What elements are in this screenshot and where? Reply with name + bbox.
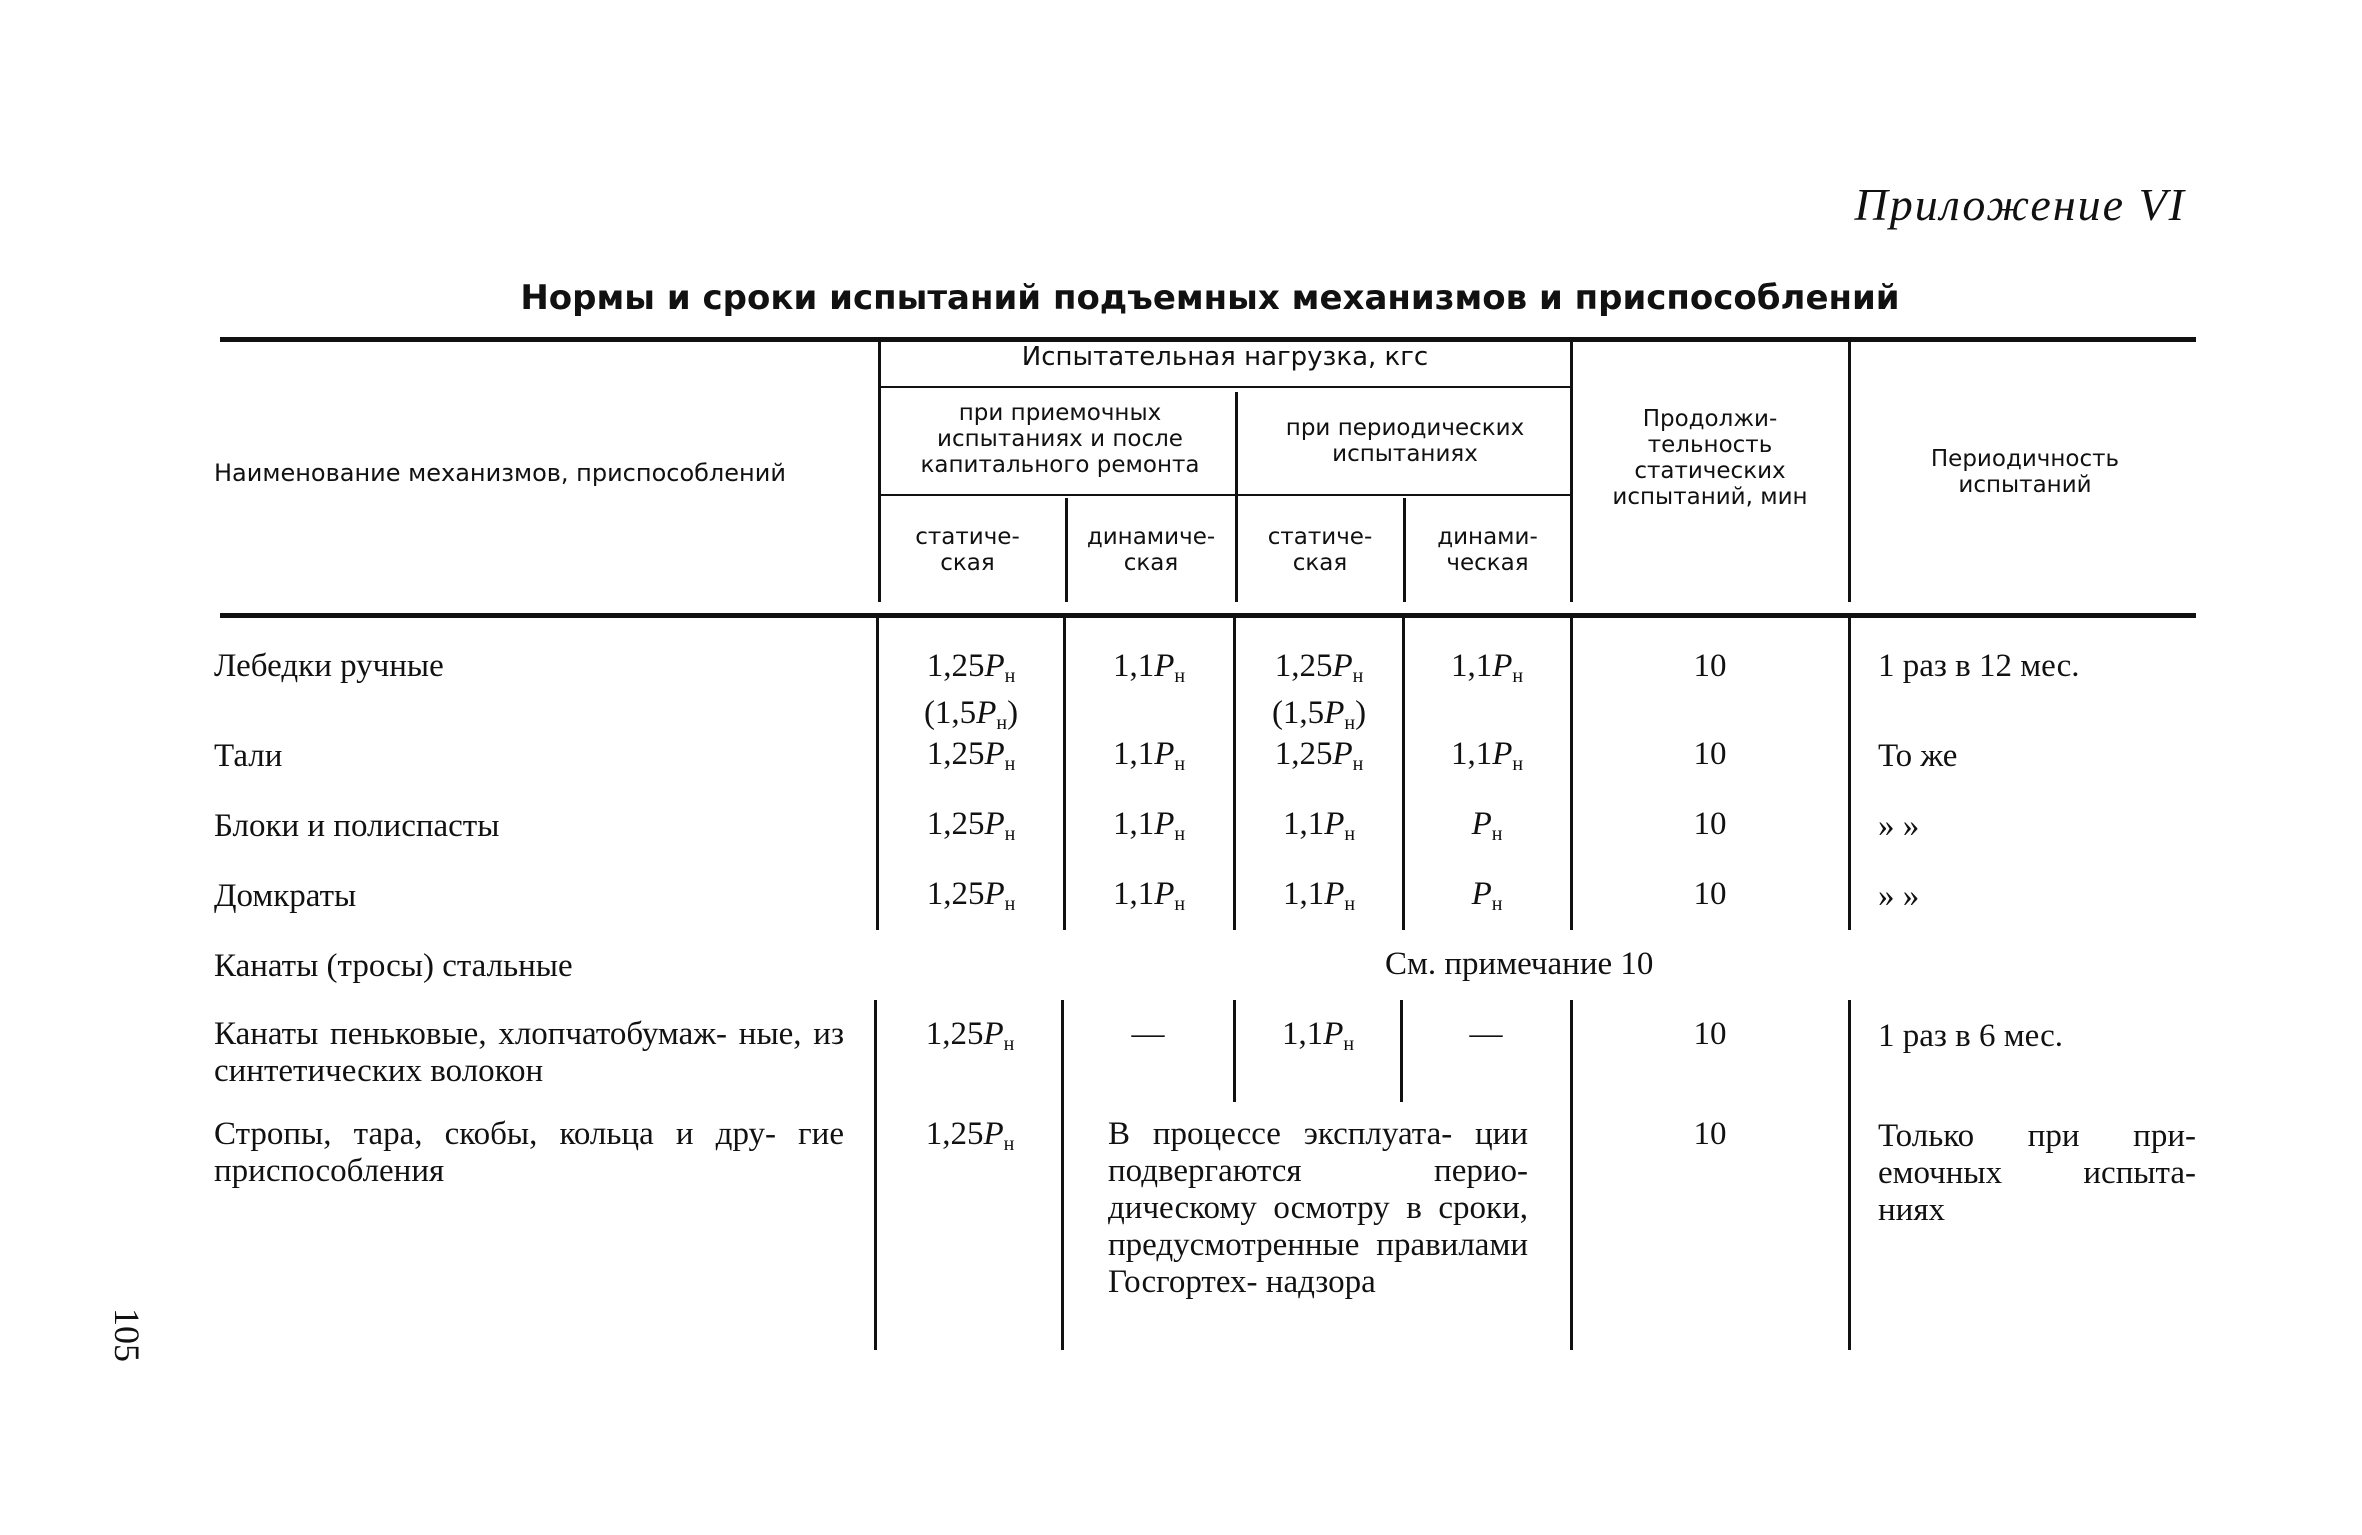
appendix-label: Приложение VI — [1854, 179, 2186, 230]
body-divider — [874, 1000, 877, 1350]
body-divider — [1570, 618, 1573, 930]
fiber-duration: 10 — [1693, 1016, 1727, 1052]
hoists-acc-dyn: $1,1P_н$ — [1112, 736, 1186, 775]
header-divider — [1570, 340, 1573, 602]
body-divider — [876, 618, 879, 930]
header-periodic: при периодических испытаниях — [1285, 415, 1525, 467]
header-name-col: Наименование механизмов, приспособлений — [214, 459, 786, 487]
row-name-winches: Лебедки ручные — [214, 648, 444, 684]
winches-acc-static: $1,25P_н$ $(1,5P_н)$ — [923, 648, 1019, 734]
jacks-per-static: $1,1P_н$ — [1282, 876, 1356, 915]
body-divider — [1061, 1000, 1064, 1350]
row-name-steel-ropes: Канаты (тросы) стальные — [214, 948, 573, 984]
jacks-per-dyn: $P_н$ — [1471, 876, 1503, 915]
winches-per-static: $1,25P_н$ $(1,5P_н)$ — [1271, 648, 1367, 734]
subgroup-rule — [880, 494, 1570, 496]
body-divider — [1848, 618, 1851, 930]
slings-period: Только при при- емочных испыта- ниях — [1878, 1118, 2196, 1228]
hoists-period: То же — [1878, 738, 1958, 774]
fiber-per-static: $1,1P_н$ — [1281, 1016, 1355, 1055]
header-static-b: статиче- ская — [1267, 524, 1373, 576]
header-dynamic-a: динамиче- ская — [1086, 524, 1216, 576]
slings-duration: 10 — [1693, 1116, 1727, 1152]
steel-ropes-note: См. примечание 10 — [1385, 946, 1654, 982]
blocks-period: » » — [1878, 808, 1920, 844]
body-divider — [1848, 1000, 1851, 1350]
header-duration: Продолжи- тельность статических испытаний, мин — [1612, 406, 1808, 510]
row-name-hoists: Тали — [214, 738, 283, 774]
blocks-per-static: $1,1P_н$ — [1282, 806, 1356, 845]
body-divider — [1402, 618, 1405, 930]
header-divider — [1065, 498, 1068, 602]
jacks-duration: 10 — [1693, 876, 1727, 912]
header-acceptance: при приемочных испытаниях и после капитального ремонта — [920, 400, 1200, 478]
fiber-acc-dyn: — — [1131, 1016, 1165, 1052]
load-group-rule — [880, 386, 1570, 388]
blocks-acc-static: $1,25P_н$ — [926, 806, 1016, 845]
body-divider — [1063, 618, 1066, 930]
winches-acc-dyn: $1,1P_н$ — [1112, 648, 1186, 687]
row-name-blocks: Блоки и полиспасты — [214, 808, 500, 844]
row-name-slings: Стропы, тара, скобы, кольца и дру- гие приспособления — [214, 1116, 844, 1189]
slings-acc-static: $1,25P_н$ — [925, 1116, 1015, 1155]
blocks-acc-dyn: $1,1P_н$ — [1112, 806, 1186, 845]
blocks-per-dyn: $P_н$ — [1471, 806, 1503, 845]
hoists-duration: 10 — [1693, 736, 1727, 772]
blocks-duration: 10 — [1693, 806, 1727, 842]
fiber-per-dyn: — — [1469, 1016, 1503, 1052]
jacks-period: » » — [1878, 878, 1920, 914]
fiber-period: 1 раз в 6 мес. — [1878, 1018, 2064, 1054]
row-name-jacks: Домкраты — [214, 878, 357, 914]
jacks-acc-static: $1,25P_н$ — [926, 876, 1016, 915]
header-static-a: статиче- ская — [915, 524, 1020, 576]
header-divider — [1848, 340, 1851, 602]
page-number: 105 — [107, 1308, 147, 1362]
table-title: Нормы и сроки испытаний подъемных механизмов и приспособлений — [520, 278, 1900, 318]
hoists-acc-static: $1,25P_н$ — [926, 736, 1016, 775]
slings-merged-note: В процессе эксплуата- ции подвергаются перио- дическому осмотру в сроки, предусмотренные правилами Госгортех- надзора — [1108, 1116, 1528, 1300]
body-divider — [1233, 618, 1236, 930]
jacks-acc-dyn: $1,1P_н$ — [1112, 876, 1186, 915]
header-dynamic-b: динами- ческая — [1437, 524, 1538, 576]
header-divider — [1235, 392, 1238, 602]
fiber-acc-static: $1,25P_н$ — [925, 1016, 1015, 1055]
body-divider — [1233, 1000, 1236, 1102]
header-bottom-rule — [220, 613, 2196, 618]
winches-duration: 10 — [1693, 648, 1727, 684]
hoists-per-static: $1,25P_н$ — [1274, 736, 1364, 775]
winches-period: 1 раз в 12 мес. — [1878, 648, 2080, 684]
winches-per-dyn: $1,1P_н$ — [1450, 648, 1524, 687]
hoists-per-dyn: $1,1P_н$ — [1450, 736, 1524, 775]
header-divider — [1403, 498, 1406, 602]
body-divider — [1400, 1000, 1403, 1102]
header-divider — [878, 340, 881, 602]
body-divider — [1570, 1000, 1573, 1350]
header-load-group: Испытательная нагрузка, кгс — [1021, 342, 1429, 372]
row-name-fiber-ropes: Канаты пеньковые, хлопчатобумаж- ные, из синтетических волокон — [214, 1016, 844, 1089]
header-periodicity: Периодичность испытаний — [1930, 446, 2120, 498]
